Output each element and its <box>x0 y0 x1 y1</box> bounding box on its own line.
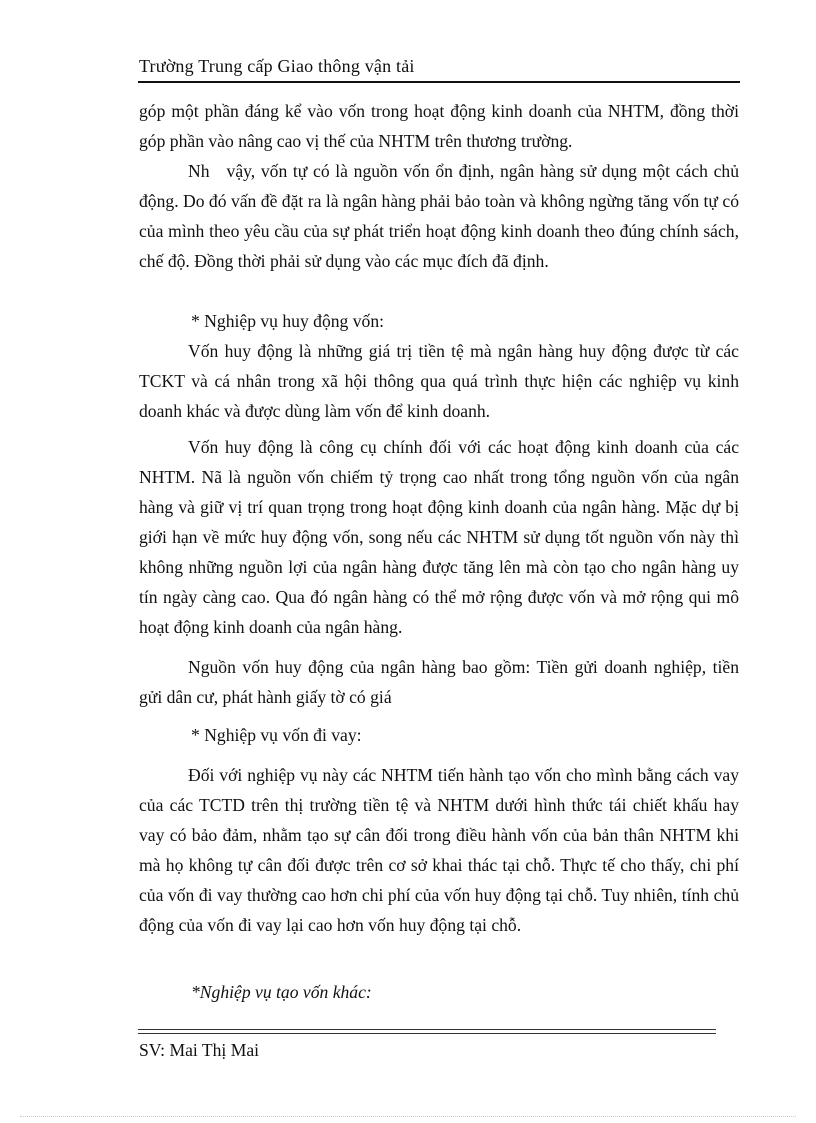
paragraph-4: Vốn huy động là công cụ chính đối với các hoạt động kinh doanh của các NHTM. Nã là nguồn vốn chiếm tỷ trọng cao nhất trong tổng nguồn vốn của ngân hàng và giữ vị trí quan trọng trong hoạt động kinh doanh của ngân hàng. Mặc dự bị giới hạn về mức huy động vốn, song nếu các NHTM sử dụng tốt nguồn vốn này thì không những nguồn lợi của ngân hàng được tăng lên mà còn tạo cho ngân hàng uy tín ngày càng cao. Qua đó ngân hàng có thể mở rộng được vốn và mở rộng qui mô hoạt động kinh doanh của ngân hàng. <box>139 437 739 637</box>
heading-huy-dong-von: * Nghiệp vụ huy động vốn: <box>191 311 385 331</box>
paragraph-2: Nh vậy, vốn tự có là nguồn vốn ổn định, ngân hàng sử dụng một cách chủ động. Do đó vấn đề đặt ra là ngân hàng phải bảo toàn và không ngừng tăng vốn tự có của mình theo yêu cầu của sự phát triển hoạt động kinh doanh theo đúng chính sách, chế độ. Đồng thời phải sử dụng vào các mục đích đã định. <box>139 161 744 271</box>
page-header-title: Trường Trung cấp Giao thông vận tải <box>139 56 415 76</box>
heading-tao-von-khac: *Nghiệp vụ tạo vốn khác: <box>191 982 372 1002</box>
paragraph-1: góp một phần đáng kể vào vốn trong hoạt động kinh doanh của NHTM, đồng thời góp phần vào nâng cao vị thế của NHTM trên thương trường. <box>139 101 739 151</box>
footer-divider-top <box>138 1029 716 1030</box>
paragraph-3: Vốn huy động là những giá trị tiền tệ mà ngân hàng huy động được từ các TCKT và cá nhân trong xã hội thông qua quá trình thực hiện các nghiệp vụ kinh doanh khác và được dùng làm vốn để kinh doanh. <box>139 341 739 421</box>
paragraph-5: Nguồn vốn huy động của ngân hàng bao gồm: Tiền gửi doanh nghiệp, tiền gửi dân cư, phát hành giấy tờ có giá <box>139 657 739 707</box>
heading-von-di-vay: * Nghiệp vụ vốn đi vay: <box>191 725 362 745</box>
page-bottom-edge <box>20 1116 796 1117</box>
footer-student-name: SV: Mai Thị Mai <box>139 1040 260 1060</box>
header-divider <box>138 81 740 83</box>
footer-divider-bottom <box>138 1033 716 1034</box>
paragraph-6: Đối với nghiệp vụ này các NHTM tiến hành tạo vốn cho mình bằng cách vay của các TCTD trên thị trường tiền tệ và NHTM dưới hình thức tái chiết khấu hay vay có bảo đảm, nhằm tạo sự cân đối trong điều hành vốn của bản thân NHTM khi mà họ không tự cân đối được trên cơ sở khai thác tại chỗ. Thực tế cho thấy, chi phí của vốn đi vay thường cao hơn chi phí của vốn huy động tại chỗ. Tuy nhiên, tính chủ động của vốn đi vay lại cao hơn vốn huy động tại chỗ. <box>139 765 739 935</box>
